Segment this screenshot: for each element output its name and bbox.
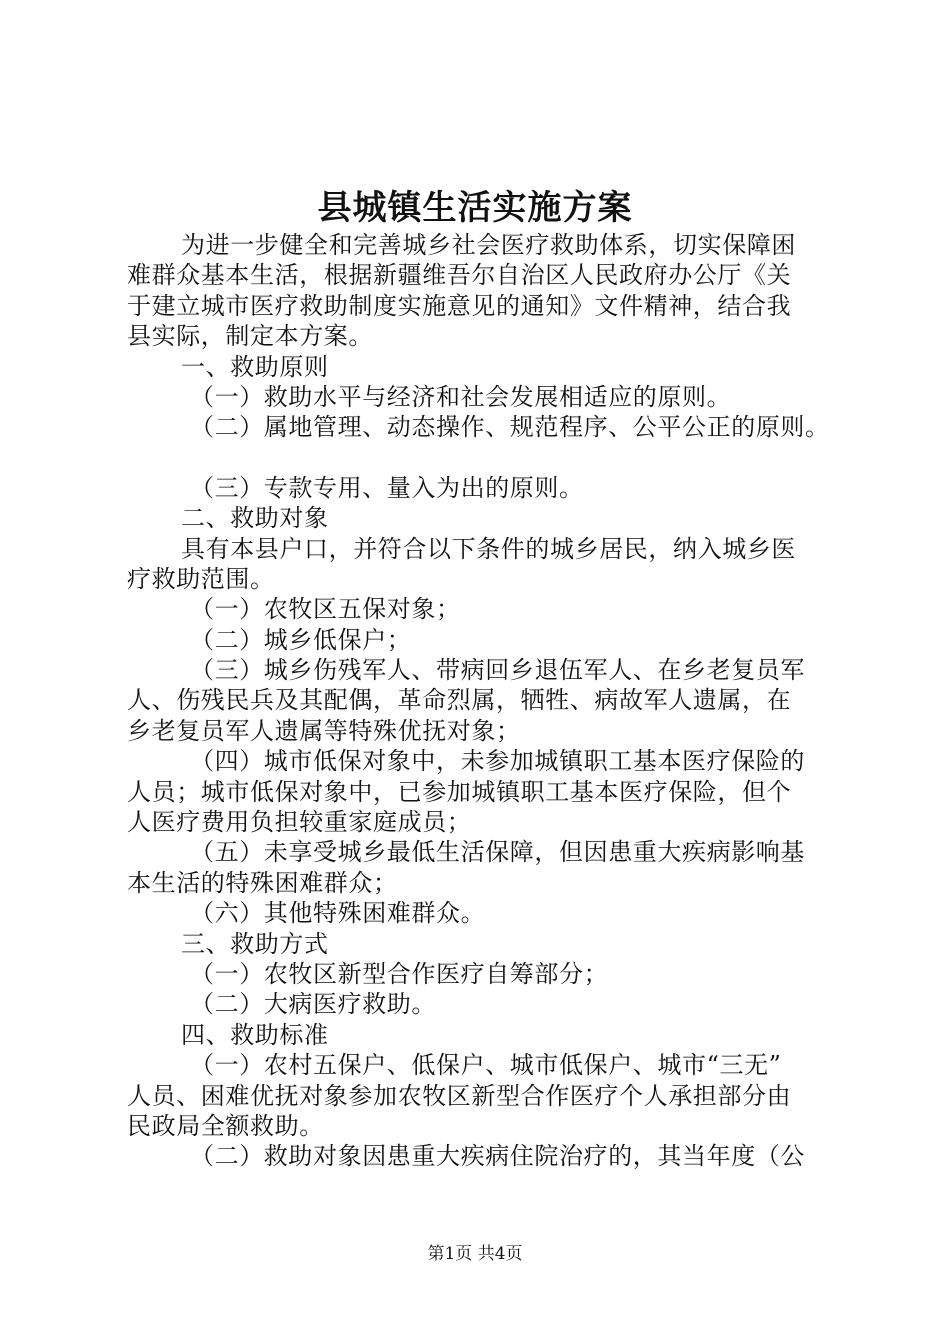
list-item: （二）救助对象因患重大疾病住院治疗的，其当年度（公 — [190, 1142, 805, 1171]
paragraph-line: 人、伤残民兵及其配偶，革命烈属，牺牲、病故军人遗属，在 — [127, 686, 792, 715]
section-heading: 一、救助原则 — [181, 352, 329, 381]
paragraph-line: 乡老复员军人遗属等特殊优抚对象； — [127, 716, 521, 745]
paragraph-line: 难群众基本生活，根据新疆维吾尔自治区人民政府办公厅《关 — [127, 261, 792, 290]
paragraph-line: 人员、困难优抚对象参加农牧区新型合作医疗个人承担部分由 — [127, 1081, 792, 1110]
list-item: （六）其他特殊困难群众。 — [190, 899, 486, 928]
list-item: （二）大病医疗救助。 — [190, 990, 436, 1019]
list-item: （二）城乡低保户； — [190, 625, 412, 654]
list-item: （一）农牧区新型合作医疗自筹部分； — [190, 959, 609, 988]
paragraph-line: 民政局全额救助。 — [127, 1111, 324, 1140]
list-item: （一）农村五保户、低保户、城市低保户、城市“三无” — [190, 1051, 782, 1080]
list-item: （一）农牧区五保对象； — [190, 595, 461, 624]
section-heading: 四、救助标准 — [181, 1020, 329, 1049]
section-heading: 三、救助方式 — [181, 929, 329, 958]
list-item: （四）城市低保对象中，未参加城镇职工基本医疗保险的 — [190, 747, 805, 776]
list-item: （一）救助水平与经济和社会发展相适应的原则。 — [190, 382, 732, 411]
document-body — [127, 230, 837, 1172]
paragraph-line: 人员；城市低保对象中，已参加城镇职工基本医疗保险，但个 — [127, 777, 792, 806]
list-item: （二）属地管理、动态操作、规范程序、公平公正的原则。 — [190, 413, 830, 442]
paragraph-line: 疗救助范围。 — [127, 564, 275, 593]
paragraph-line: 于建立城市医疗救助制度实施意见的通知》文件精神，结合我 — [127, 291, 792, 320]
paragraph-line: 具有本县户口，并符合以下条件的城乡居民，纳入城乡医 — [181, 534, 796, 563]
list-item: （三）专款专用、量入为出的原则。 — [190, 473, 584, 502]
section-heading: 二、救助对象 — [181, 504, 329, 533]
paragraph-line: 人医疗费用负担较重家庭成员； — [127, 808, 472, 837]
page-number: 第1页 共4页 — [427, 1244, 523, 1264]
list-item: （五）未享受城乡最低生活保障，但因患重大疾病影响基 — [190, 838, 805, 867]
document-title: 县城镇生活实施方案 — [317, 188, 633, 228]
paragraph-line: 本生活的特殊困难群众； — [127, 868, 398, 897]
paragraph-line: 为进一步健全和完善城乡社会医疗救助体系，切实保障困 — [181, 231, 796, 259]
blank-line — [127, 443, 837, 473]
list-item: （三）城乡伤残军人、带病回乡退伍军人、在乡老复员军 — [190, 656, 805, 685]
paragraph-line: 县实际，制定本方案。 — [127, 322, 373, 351]
